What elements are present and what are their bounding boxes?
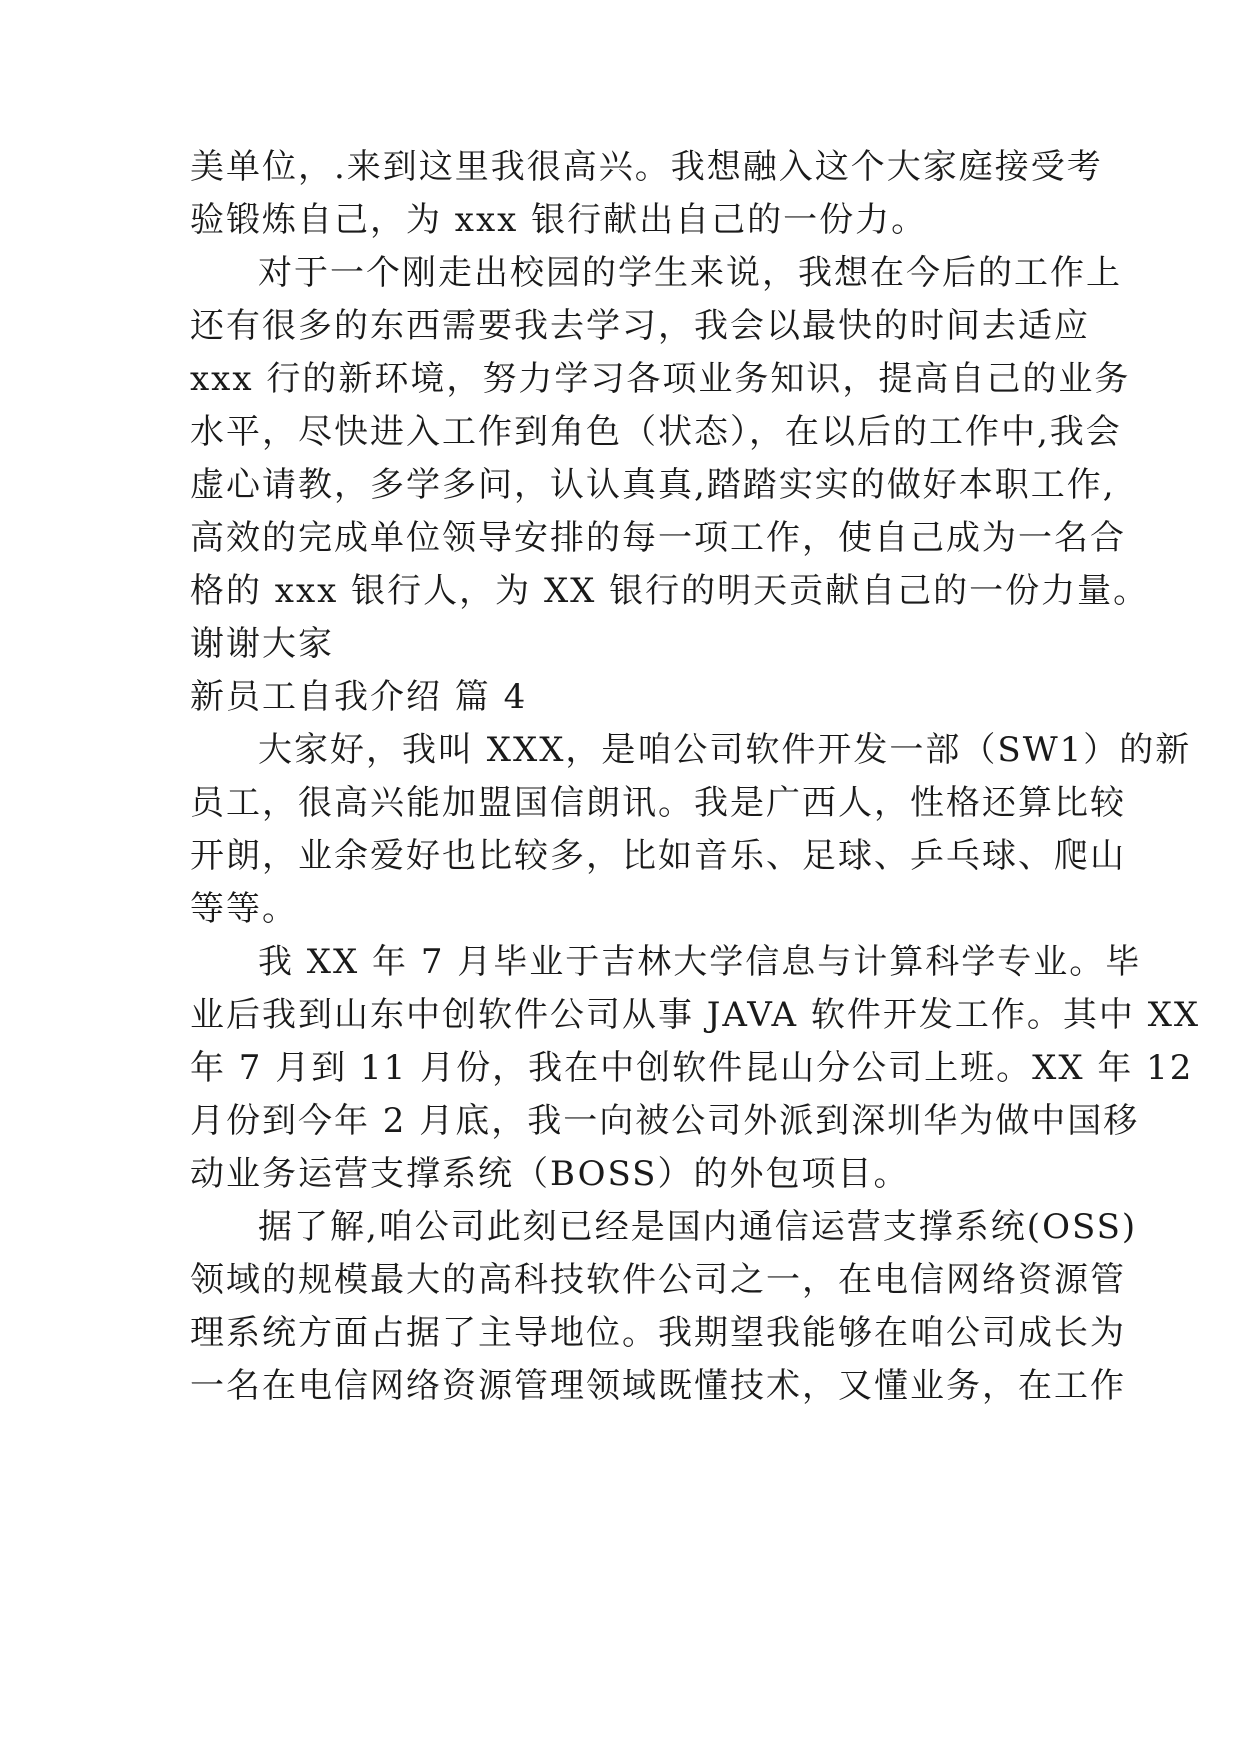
text-line: 美单位，.来到这里我很高兴。我想融入这个大家庭接受考 — [190, 147, 1103, 187]
text-line: 水平，尽快进入工作到角色（状态），在以后的工作中,我会 — [190, 412, 1122, 452]
paragraph-first-line: 对于一个刚走出校园的学生来说，我想在今后的工作上 — [258, 253, 1122, 293]
closing-line: 谢谢大家 — [190, 624, 334, 664]
text-line: 虚心请教，多学多问，认认真真,踏踏实实的做好本职工作, — [190, 465, 1116, 505]
paragraph-first-line: 据了解,咱公司此刻已经是国内通信运营支撑系统(OSS) — [258, 1207, 1138, 1247]
section-heading: 新员工自我介绍 篇 4 — [190, 677, 528, 717]
text-line: 月份到今年 2 月底，我一向被公司外派到深圳华为做中国移 — [190, 1101, 1140, 1141]
text-line: 领域的规模最大的高科技软件公司之一，在电信网络资源管 — [190, 1260, 1126, 1300]
text-line: 年 7 月到 11 月份，我在中创软件昆山分公司上班。XX 年 12 — [190, 1048, 1194, 1088]
text-line: 理系统方面占据了主导地位。我期望我能够在咱公司成长为 — [190, 1313, 1126, 1353]
text-line: xxx 行的新环境，努力学习各项业务知识，提高自己的业务 — [190, 359, 1131, 399]
text-line: 业后我到山东中创软件公司从事 JAVA 软件开发工作。其中 XX — [190, 995, 1201, 1035]
text-line: 验锻炼自己，为 xxx 银行献出自己的一份力。 — [190, 200, 928, 240]
text-line: 动业务运营支撑系统（BOSS）的外包项目。 — [190, 1154, 910, 1194]
paragraph-first-line: 我 XX 年 7 月毕业于吉林大学信息与计算科学专业。毕 — [258, 942, 1142, 982]
text-line: 还有很多的东西需要我去学习，我会以最快的时间去适应 — [190, 306, 1090, 346]
text-line: 开朗，业余爱好也比较多，比如音乐、足球、乒乓球、爬山 — [190, 836, 1126, 876]
text-line: 高效的完成单位领导安排的每一项工作，使自己成为一名合 — [190, 518, 1126, 558]
text-line: 一名在电信网络资源管理领域既懂技术，又懂业务，在工作 — [190, 1366, 1126, 1406]
text-line: 等等。 — [190, 889, 298, 929]
paragraph-first-line: 大家好，我叫 XXX，是咱公司软件开发一部（SW1）的新 — [258, 730, 1192, 770]
text-line: 员工，很高兴能加盟国信朗讯。我是广西人，性格还算比较 — [190, 783, 1126, 823]
text-line: 格的 xxx 银行人，为 XX 银行的明天贡献自己的一份力量。 — [190, 571, 1150, 611]
